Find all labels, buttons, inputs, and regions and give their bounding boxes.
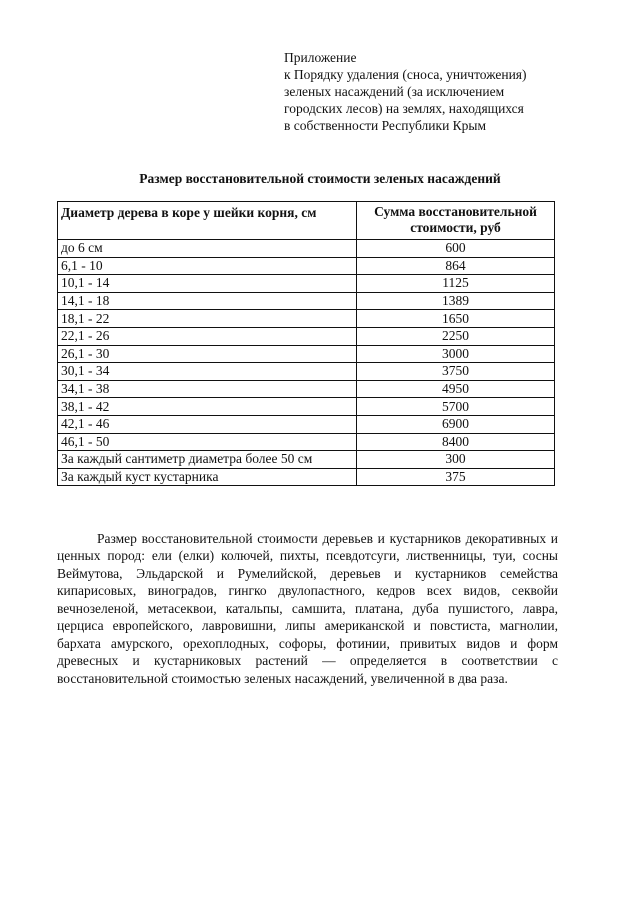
cost-cell: 1389 <box>357 292 555 310</box>
table-row <box>58 327 555 345</box>
appendix-line: городских лесов) на землях, находящихся <box>284 101 524 116</box>
table-row <box>58 275 555 293</box>
table-row <box>58 257 555 275</box>
diameter-cell: 38,1 - 42 <box>58 398 357 416</box>
diameter-cell: За каждый сантиметр диаметра более 50 см <box>58 451 357 469</box>
appendix-block <box>284 49 527 134</box>
cost-cell: 4950 <box>357 380 555 398</box>
diameter-cell: За каждый куст кустарника <box>58 468 357 486</box>
diameter-cell: до 6 см <box>58 240 357 258</box>
cost-cell: 1650 <box>357 310 555 328</box>
diameter-cell: 26,1 - 30 <box>58 345 357 363</box>
diameter-cell: 42,1 - 46 <box>58 415 357 433</box>
cost-cell: 600 <box>357 240 555 258</box>
diameter-cell: 22,1 - 26 <box>58 327 357 345</box>
table-row <box>58 451 555 469</box>
diameter-cell: 30,1 - 34 <box>58 363 357 381</box>
cost-table <box>57 201 555 486</box>
cost-cell: 1125 <box>357 275 555 293</box>
column-header-diameter: Диаметр дерева в коре у шейки корня, см <box>58 202 357 240</box>
table-row <box>58 398 555 416</box>
appendix-line: Приложение <box>284 50 357 65</box>
appendix-line: к Порядку удаления (сноса, уничтожения) <box>284 67 527 82</box>
appendix-line: зеленых насаждений (за исключением <box>284 84 505 99</box>
appendix-line: в собственности Республики Крым <box>284 118 487 133</box>
table-row <box>58 310 555 328</box>
cost-cell: 8400 <box>357 433 555 451</box>
table-row <box>58 433 555 451</box>
table-row <box>58 380 555 398</box>
diameter-cell: 18,1 - 22 <box>58 310 357 328</box>
cost-cell: 3000 <box>357 345 555 363</box>
cost-cell: 2250 <box>357 327 555 345</box>
diameter-cell: 34,1 - 38 <box>58 380 357 398</box>
diameter-cell: 6,1 - 10 <box>58 257 357 275</box>
body-paragraph: Размер восстановительной стоимости деревьев и кустарников декоративных и ценных пород: ели (елки) колючей, пихты, псевдотсуги, лиственницы, туи, сосны Веймутова, Эльдарской и Румелийской, деревьев и кустарников семейства кипарисовых, виноградов, гингко двулопастного, кедров всех видов, секвойи вечнозеленой, метасеквои, катальпы, самшита, платана, дуба пушистого, лавра, церциса европейского, лавровишни, липы американской и повстиста, магнолии, бархата амурского, орехоплодных, софоры, фотинии, привитых видов и форм древесных и кустарниковых растений — определяется в соответствии с восстановительной стоимостью зеленых насаждений, увеличенной в два раза. <box>57 530 558 686</box>
table-row <box>58 415 555 433</box>
table-row <box>58 345 555 363</box>
cost-cell: 3750 <box>357 363 555 381</box>
diameter-cell: 14,1 - 18 <box>58 292 357 310</box>
cost-cell: 300 <box>357 451 555 469</box>
diameter-cell: 46,1 - 50 <box>58 433 357 451</box>
cost-cell: 6900 <box>357 415 555 433</box>
table-row <box>58 240 555 258</box>
document-title: Размер восстановительной стоимости зеленых насаждений <box>139 171 501 186</box>
table-header-row <box>58 202 555 240</box>
cost-cell: 375 <box>357 468 555 486</box>
cost-cell: 5700 <box>357 398 555 416</box>
column-header-cost: Сумма восстановительной стоимости, руб <box>357 202 555 240</box>
table-row <box>58 363 555 381</box>
table-row <box>58 292 555 310</box>
table-row <box>58 468 555 486</box>
cost-cell: 864 <box>357 257 555 275</box>
diameter-cell: 10,1 - 14 <box>58 275 357 293</box>
